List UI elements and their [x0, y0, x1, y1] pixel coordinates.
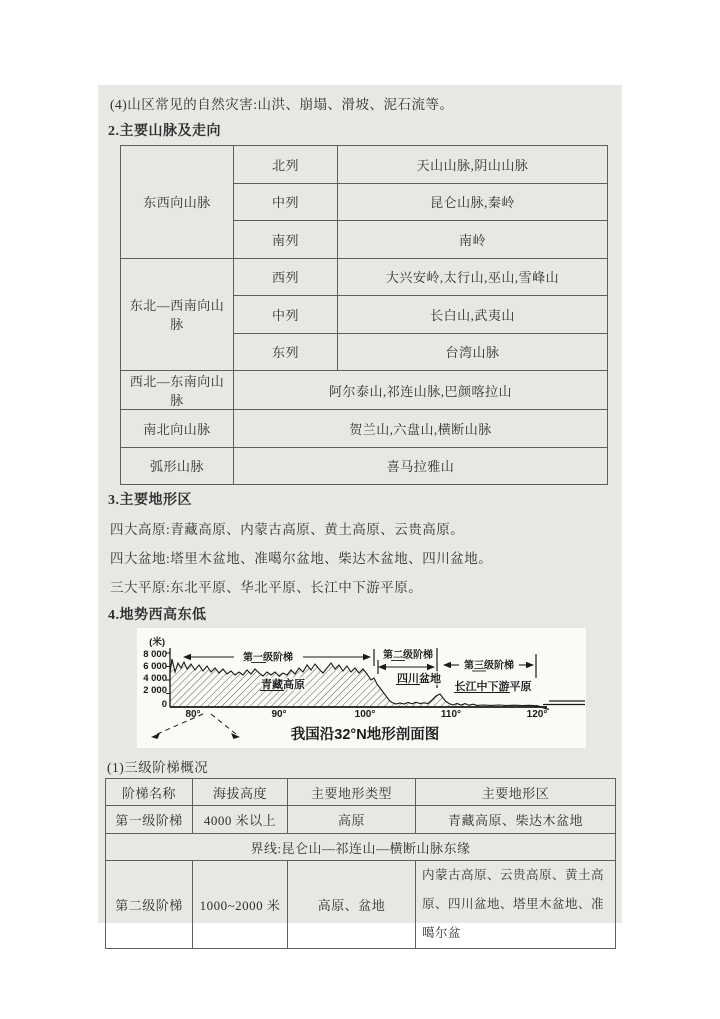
tier-cell: 东列 [234, 333, 338, 371]
table-row [106, 806, 616, 834]
altitude-cell: 4000 米以上 [193, 806, 288, 834]
plains-line: 三大平原:东北平原、华北平原、长江中下游平原。 [110, 580, 423, 595]
step-name-cell: 第二级阶梯 [106, 861, 193, 949]
table-row [121, 410, 608, 448]
x-tick-label: 110° [440, 709, 462, 720]
altitude-cell: 1000~2000 米 [193, 861, 288, 949]
y-tick-label: 4 000 [143, 673, 167, 684]
mountains-cell: 阿尔泰山,祁连山脉,巴颜喀拉山 [234, 371, 608, 410]
x-tick-label: 80° [185, 709, 201, 720]
mountains-cell: 大兴安岭,太行山,巫山,雪峰山 [338, 258, 608, 296]
tier-cell: 西列 [234, 258, 338, 296]
step1-label: 第一级阶梯 [243, 652, 293, 664]
direction-cell: 东西向山脉 [121, 146, 234, 259]
x-tick-label: 100° [354, 709, 376, 720]
column-header: 阶梯名称 [106, 779, 193, 806]
mountains-cell: 昆仑山脉,秦岭 [338, 183, 608, 221]
section-3-heading: 3.主要地形区 [108, 493, 192, 508]
tier-cell: 北列 [234, 146, 338, 184]
landform-type-cell: 高原 [288, 806, 416, 834]
boundary-cell: 界线:昆仑山—祁连山—横断山脉东缘 [106, 834, 616, 861]
qingzang-plateau-label: 青藏高原 [261, 679, 305, 691]
mountains-cell: 长白山,武夷山 [338, 296, 608, 334]
mountains-cell: 贺兰山,六盘山,横断山脉 [234, 410, 608, 448]
table-row [121, 371, 608, 410]
yangtze-plain-label: 长江中下游平原 [454, 681, 532, 693]
table-header-row [106, 779, 616, 806]
tier-cell: 南列 [234, 221, 338, 259]
step2-label: 第二级阶梯 [383, 650, 433, 661]
regions-cell: 内蒙古高原、云贵高原、黄土高原、四川盆地、塔里木盆地、准噶尔盆 [416, 861, 616, 949]
table-row [121, 258, 608, 296]
x-tick-label: 90° [271, 709, 287, 720]
mountains-cell: 台湾山脉 [338, 333, 608, 371]
tier-cell: 中列 [234, 296, 338, 334]
mountains-cell: 喜马拉雅山 [234, 447, 608, 485]
direction-cell: 南北向山脉 [121, 410, 234, 448]
mountain-direction-table [120, 145, 608, 485]
table-row [121, 146, 608, 184]
direction-cell: 西北—东南向山脉 [121, 371, 234, 410]
y-tick-label: 6 000 [143, 661, 167, 672]
plateaus-line: 四大高原:青藏高原、内蒙古高原、黄土高原、云贵高原。 [110, 522, 465, 537]
column-header: 主要地形区 [416, 779, 616, 806]
mountains-cell: 南岭 [338, 221, 608, 259]
x-tick-label: 120° [526, 709, 548, 720]
column-header: 海拔高度 [193, 779, 288, 806]
column-header: 主要地形类型 [288, 779, 416, 806]
boundary-row [106, 834, 616, 861]
step-name-cell: 第一级阶梯 [106, 806, 193, 834]
section-4-heading: 4.地势西高东低 [108, 608, 207, 623]
figure-title: 我国沿32°N地形剖面图 [290, 727, 440, 743]
tier-cell: 中列 [234, 183, 338, 221]
mountains-cell: 天山山脉,阴山山脉 [338, 146, 608, 184]
y-axis-unit-label: (米) [149, 637, 165, 648]
document-panel [98, 85, 622, 940]
sub-heading-1: (1)三级阶梯概况 [107, 760, 209, 775]
step3-label: 第三级阶梯 [464, 660, 514, 672]
terrain-profile-figure [137, 628, 586, 748]
direction-cell: 弧形山脉 [121, 447, 234, 485]
direction-cell: 东北—西南向山脉 [121, 258, 234, 371]
regions-cell: 青藏高原、柴达木盆地 [416, 806, 616, 834]
terrain-steps-table [105, 778, 616, 949]
y-tick-label: 0 [161, 699, 167, 710]
disaster-note: (4)山区常见的自然灾害:山洪、崩塌、滑坡、泥石流等。 [110, 97, 454, 112]
table-row [121, 447, 608, 485]
y-tick-label: 2 000 [143, 685, 167, 696]
basins-line: 四大盆地:塔里木盆地、准噶尔盆地、柴达木盆地、四川盆地。 [110, 551, 493, 566]
landform-type-cell: 高原、盆地 [288, 861, 416, 949]
table-row [106, 861, 616, 949]
sichuan-basin-label: 四川盆地 [397, 673, 441, 685]
y-tick-label: 8 000 [143, 649, 167, 660]
section-2-heading: 2.主要山脉及走向 [108, 124, 221, 139]
